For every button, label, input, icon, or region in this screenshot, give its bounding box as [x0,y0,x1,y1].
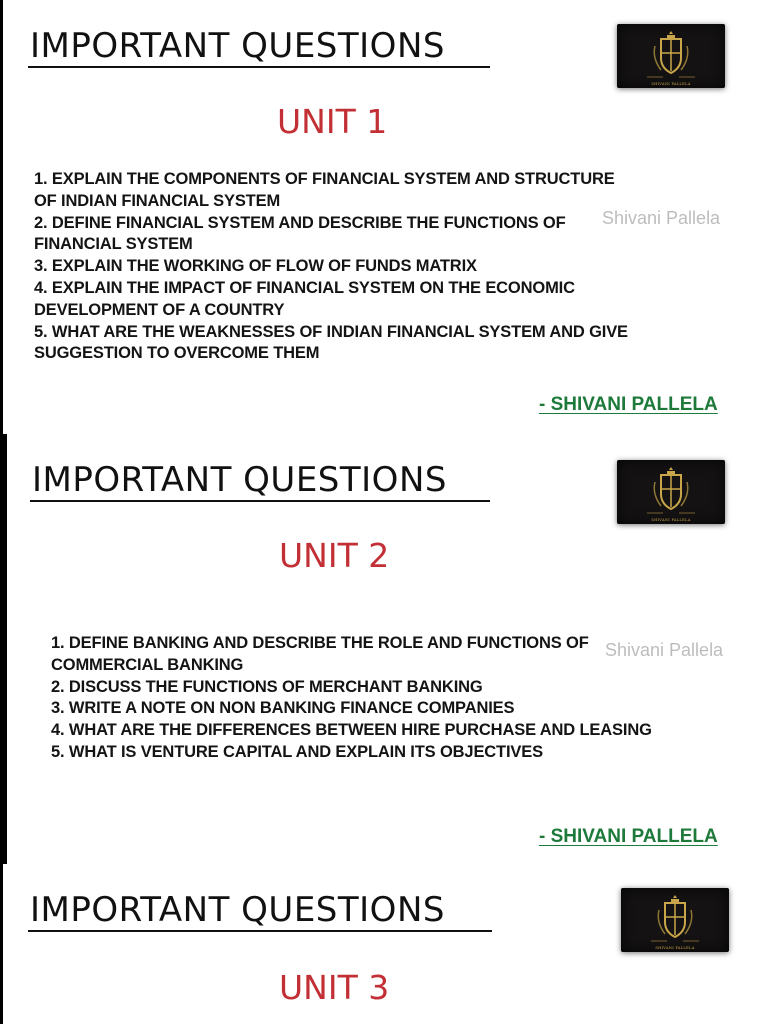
heading-underline [30,500,490,502]
unit-title: UNIT 2 [279,536,390,575]
heading-underline [28,930,492,932]
logo-text: SHIVANI PALLELA [655,946,695,950]
question-line: COMMERCIAL BANKING [51,655,244,674]
page-unit-2 [0,434,768,864]
brand-logo [617,24,725,88]
question-line: 5. WHAT ARE THE WEAKNESSES OF INDIAN FINANCIAL SYSTEM AND GIVE [34,322,628,341]
question-line: OF INDIAN FINANCIAL SYSTEM [34,191,281,210]
crest-shield-icon [617,460,725,524]
questions-list [51,633,652,764]
question-line: 5. WHAT IS VENTURE CAPITAL AND EXPLAIN ITS OBJECTIVES [51,742,543,761]
question-line: 2. DEFINE FINANCIAL SYSTEM AND DESCRIBE THE FUNCTIONS OF [34,213,566,232]
question-line: 1. EXPLAIN THE COMPONENTS OF FINANCIAL SYSTEM AND STRUCTURE [34,170,615,188]
unit-title: UNIT 1 [277,102,388,141]
unit-title: UNIT 3 [279,968,390,1007]
page-heading: IMPORTANT QUESTIONS [30,26,445,66]
question-line: 3. WRITE A NOTE ON NON BANKING FINANCE COMPANIES [51,699,515,718]
page-unit-3 [0,864,768,1024]
question-line: 3. EXPLAIN THE WORKING OF FLOW OF FUNDS MATRIX [34,257,477,276]
question-line: DEVELOPMENT OF A COUNTRY [34,300,285,319]
question-line: FINANCIAL SYSTEM [34,235,193,254]
page-edge [0,0,3,434]
question-line: 4. WHAT ARE THE DIFFERENCES BETWEEN HIRE PURCHASE AND LEASING [51,721,652,740]
page-heading: IMPORTANT QUESTIONS [32,460,447,500]
brand-logo [621,888,729,952]
author-signature: - SHIVANI PALLELA [539,394,718,415]
page-unit-1 [0,0,768,434]
page-edge [0,864,3,1024]
watermark: Shivani Pallela [602,208,721,228]
logo-text: SHIVANI PALLELA [651,82,691,86]
questions-list [34,169,628,365]
logo-text: SHIVANI PALLELA [651,518,691,522]
question-line: 4. EXPLAIN THE IMPACT OF FINANCIAL SYSTEM ON THE ECONOMIC [34,278,575,297]
question-line: 1. DEFINE BANKING AND DESCRIBE THE ROLE AND FUNCTIONS OF [51,634,589,652]
crest-shield-icon [621,888,729,952]
question-line: 2. DISCUSS THE FUNCTIONS OF MERCHANT BANKING [51,677,483,696]
crest-shield-icon [617,24,725,88]
page-edge [0,434,7,864]
heading-underline [28,66,490,68]
brand-logo [617,460,725,524]
question-line: SUGGESTION TO OVERCOME THEM [34,344,320,363]
page-heading: IMPORTANT QUESTIONS [30,890,445,930]
author-signature: - SHIVANI PALLELA [539,826,718,847]
watermark: Shivani Pallela [605,640,724,660]
